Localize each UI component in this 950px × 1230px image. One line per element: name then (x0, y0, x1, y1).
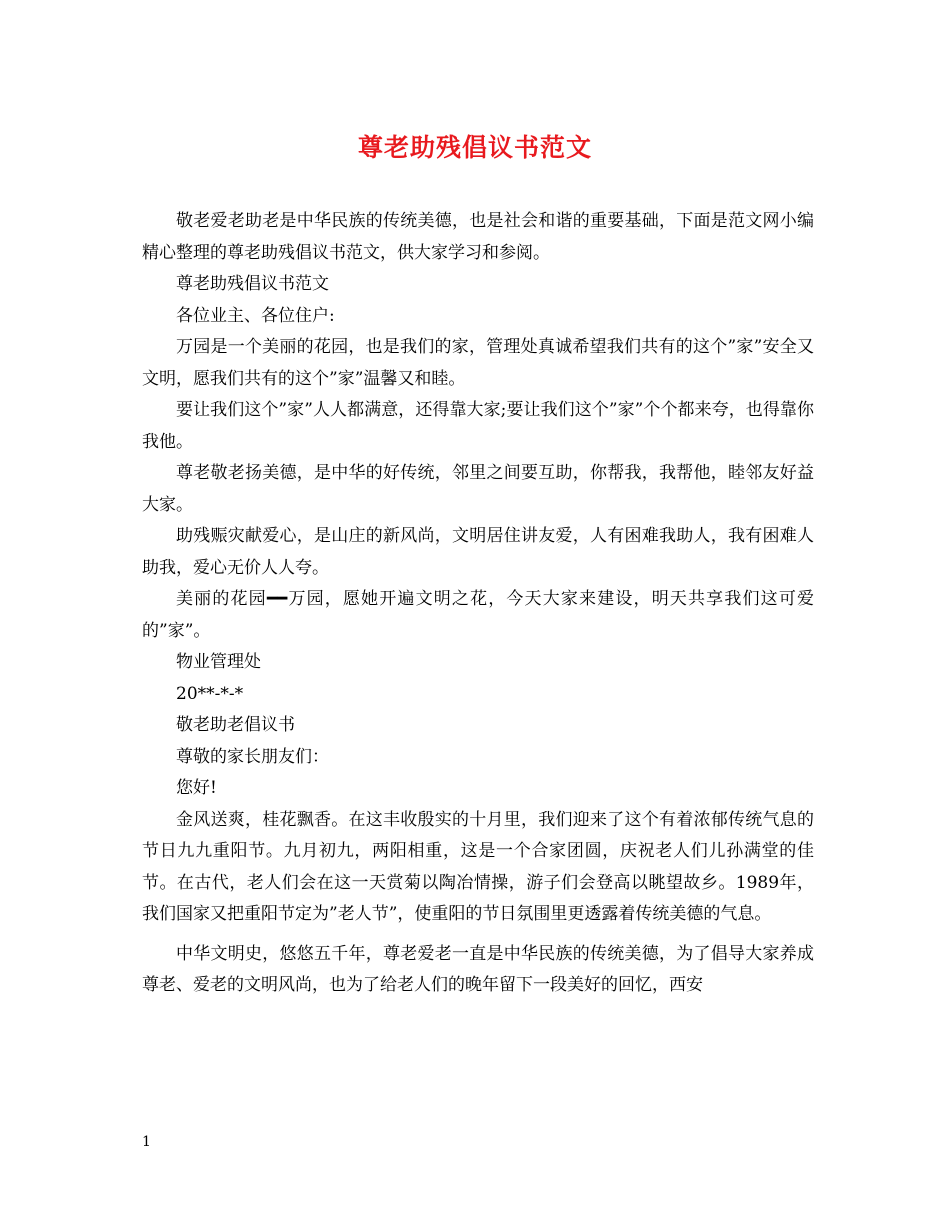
paragraph-greeting: 您好! (176, 778, 217, 798)
paragraph-body: 要让我们这个”家”人人都满意，还得靠大家;要让我们这个”家”个个都来夸，也得靠你我他。 (142, 400, 814, 452)
paragraph-body: 美丽的花园━━万园，愿她开遍文明之花，今天大家来建设，明天共享我们这可爱的”家”。 (142, 589, 814, 641)
paragraph-date: 20**-*-* (176, 683, 244, 704)
paragraph-body: 助残赈灾献爱心，是山庄的新风尚，文明居住讲友爱，人有困难我助人，我有困难人助我，爱心无价人人夸。 (142, 526, 814, 578)
document-title: 尊老助残倡议书范文 (357, 133, 592, 162)
paragraph-body: 万园是一个美丽的花园，也是我们的家，管理处真诚希望我们共有的这个”家”安全又文明，愿我们共有的这个”家”温馨又和睦。 (142, 337, 814, 389)
paragraph-body: 金风送爽，桂花飘香。在这丰收殷实的十月里，我们迎来了这个有着浓郁传统气息的节日九九重阳节。九月初九，两阳相重，这是一个合家团圆，庆祝老人们儿孙满堂的佳节。在古代，老人们会在这一天赏菊以陶冶情操，游子们会登高以眺望故乡。1989年，我们国家又把重阳节定为”老人节”，使重阳的节日氛围里更透露着传统美德的气息。 (142, 809, 814, 924)
paragraph-body: 中华文明史，悠悠五千年，尊老爱老一直是中华民族的传统美德，为了倡导大家养成尊老、爱老的文明风尚，也为了给老人们的晚年留下一段美好的回忆，西安 (142, 943, 814, 995)
page-number: 1 (142, 1134, 151, 1150)
paragraph-subtitle: 敬老助老倡议书 (176, 715, 295, 735)
paragraph-body: 尊老敬老扬美德，是中华的好传统，邻里之间要互助，你帮我，我帮他，睦邻友好益大家。 (142, 463, 814, 515)
document-body (142, 206, 814, 1002)
paragraph-subtitle: 尊老助残倡议书范文 (176, 274, 329, 294)
paragraph-salutation: 尊敬的家长朋友们： (176, 746, 329, 767)
paragraph-salutation: 各位业主、各位住户: (176, 305, 335, 326)
paragraph-signature: 物业管理处 (176, 652, 261, 672)
paragraph-intro: 敬老爱老助老是中华民族的传统美德，也是社会和谐的重要基础，下面是范文网小编精心整理的尊老助残倡议书范文，供大家学习和参阅。 (142, 211, 814, 263)
